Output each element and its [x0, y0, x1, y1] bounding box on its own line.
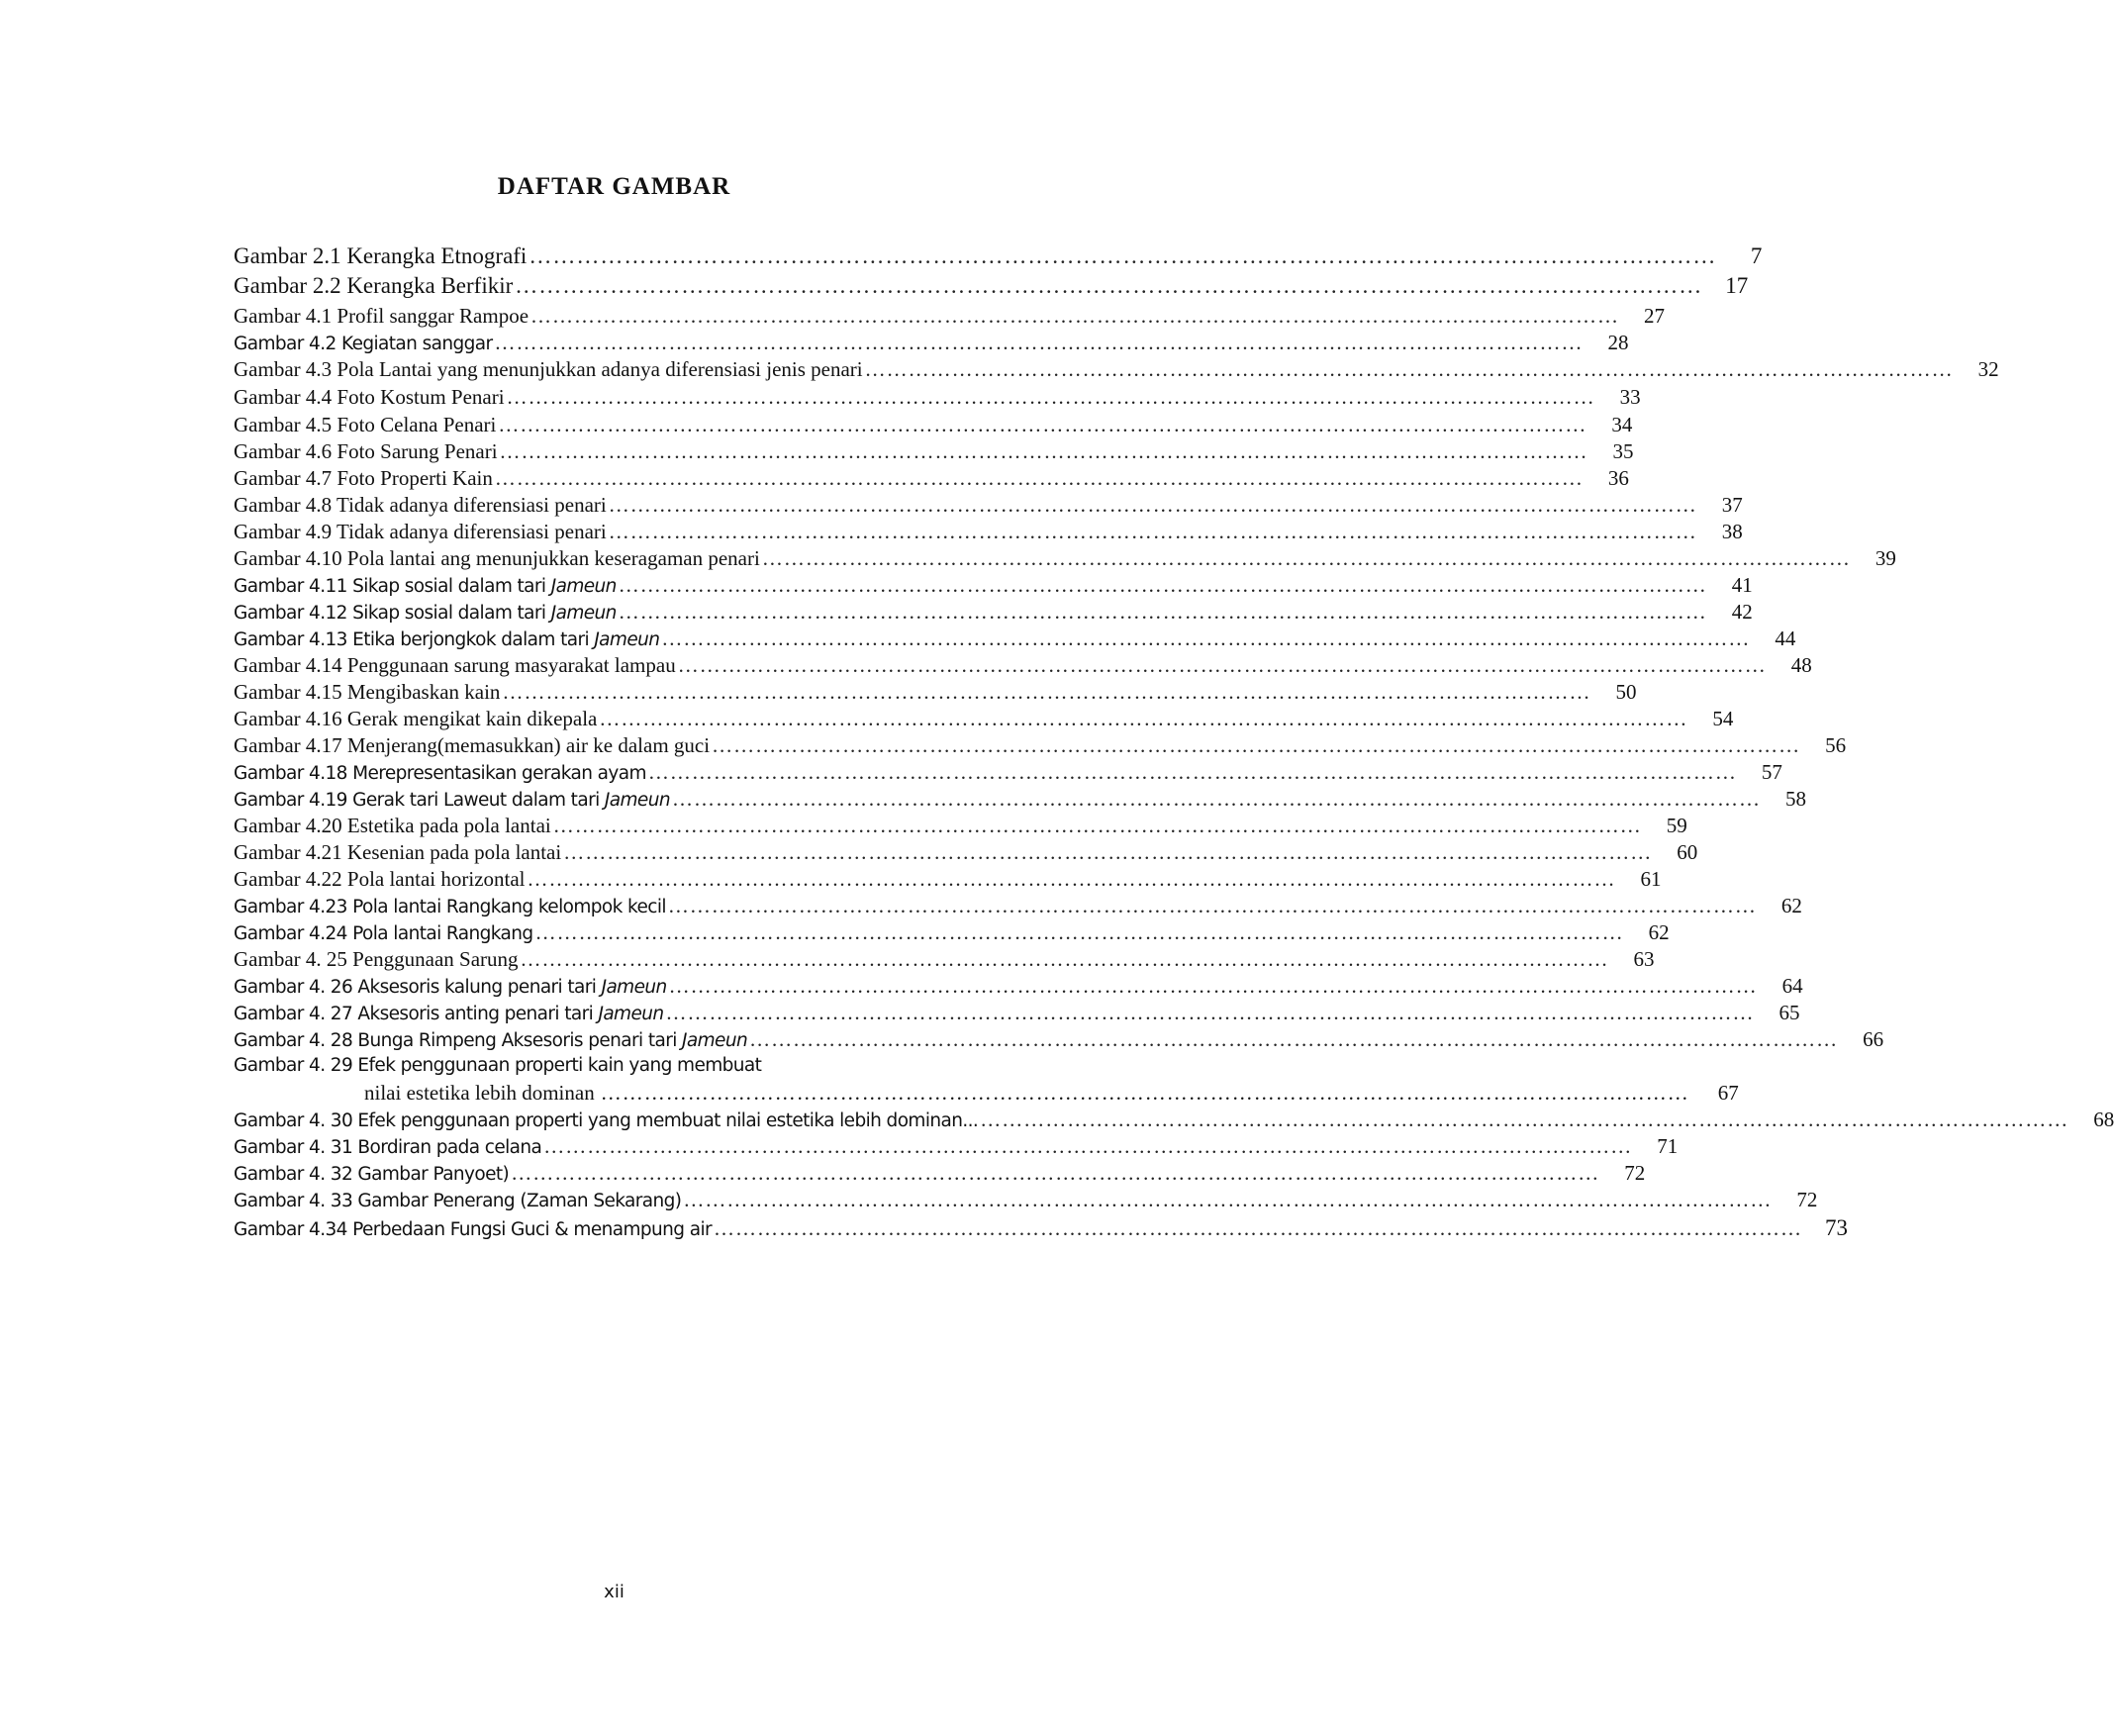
entry-page: 41 [1731, 573, 1753, 597]
list-item [234, 891, 1802, 920]
entry-page: 72 [1796, 1188, 1818, 1211]
entry-label: Gambar 2.1 Kerangka Etnografi [234, 243, 528, 268]
entry-page: 56 [1825, 733, 1847, 757]
leader-dots: …………………………………………………………………………………………………………………………………… [712, 733, 1801, 757]
leader-dots: …………………………………………………………………………………………………………………………………… [498, 413, 1587, 436]
entry-page: 73 [1825, 1215, 1848, 1240]
leader-dots: …………………………………………………………………………………………………………………………………… [980, 1108, 2069, 1131]
entry-page: 27 [1644, 304, 1666, 328]
leader-dots: …………………………………………………………………………………………………………………………………… [506, 385, 1595, 409]
page-title: DAFTAR GAMBAR [497, 173, 731, 200]
list-item [234, 241, 1763, 271]
leader-dots: …………………………………………………………………………………………………………………………………… [677, 653, 1767, 677]
list-item [234, 570, 1753, 600]
entry-label: Gambar 4.2 Kegiatan sanggar [234, 334, 493, 354]
entry-label: Gambar 4.34 Perbedaan Fungsi Guci & menampung air [234, 1219, 712, 1240]
entry-page: 54 [1712, 707, 1734, 730]
list-item [234, 944, 1655, 974]
entry-page: 58 [1784, 787, 1806, 811]
list-item [234, 650, 1812, 680]
list-item [234, 463, 1629, 493]
entry-label: Gambar 4.14 Penggunaan sarung masyarakat lampau [234, 653, 676, 677]
leader-dots: …………………………………………………………………………………………………………………………………… [494, 466, 1584, 490]
list-item [234, 1105, 2114, 1134]
entry-label: Gambar 4.20 Estetika pada pola lantai [234, 814, 551, 837]
list-item [234, 597, 1753, 627]
entry-label: Gambar 4. 31 Bordiran pada celana [234, 1137, 542, 1158]
entry-page: 36 [1607, 466, 1629, 490]
list-item [234, 757, 1782, 787]
page-number: xii [604, 1582, 625, 1602]
list-item [234, 436, 1634, 466]
list-item [234, 382, 1641, 412]
entry-label: Gambar 4.17 Menjerang(memasukkan) air ke dalam guci [234, 733, 711, 757]
leader-dots: …………………………………………………………………………………………………………………………………… [864, 357, 1954, 381]
entry-label: Gambar 4.6 Foto Sarung Penari [234, 439, 498, 463]
entry-label: Gambar 4.18 Merepresentasikan gerakan ayam [234, 763, 646, 784]
list-item [234, 677, 1637, 707]
leader-dots: …………………………………………………………………………………………………………………………………… [683, 1188, 1773, 1211]
entry-label: nilai estetika lebih dominan [364, 1081, 595, 1105]
entry-page: 64 [1781, 974, 1803, 998]
list-item [234, 1051, 1046, 1081]
entry-page: 7 [1750, 243, 1763, 268]
leader-dots: …………………………………………………………………………………………………………………………………… [671, 787, 1761, 811]
entry-page: 50 [1615, 680, 1637, 704]
list-item-continuation [364, 1078, 1739, 1108]
entry-label: Gambar 4.11 Sikap sosial dalam tari Jameun [234, 576, 617, 597]
entry-label: Gambar 4.15 Mengibaskan kain [234, 680, 501, 704]
entry-label: Gambar 4.19 Gerak tari Laweut dalam tari Jameun [234, 790, 670, 811]
list-item [234, 784, 1806, 814]
entry-page: 42 [1731, 600, 1753, 624]
list-item [234, 271, 1749, 301]
entry-page: 38 [1721, 520, 1743, 543]
leader-dots: …………………………………………………………………………………………………………………………………… [600, 1081, 1689, 1105]
entry-label: Gambar 2.2 Kerangka Berfikir [234, 273, 514, 298]
leader-dots: …………………………………………………………………………………………………………………………………… [499, 439, 1588, 463]
entry-page: 62 [1648, 920, 1670, 944]
leader-dots: …………………………………………………………………………………………………………………………………… [668, 974, 1758, 998]
entry-page: 17 [1725, 273, 1749, 298]
entry-page: 37 [1721, 493, 1743, 517]
list-item [234, 730, 1847, 760]
entry-label: Gambar 4. 25 Penggunaan Sarung [234, 947, 519, 971]
entry-label: Gambar 4. 28 Bunga Rimpeng Aksesoris penari tari Jameun [234, 1030, 748, 1051]
entry-page: 63 [1633, 947, 1655, 971]
entry-page: 68 [2093, 1108, 2114, 1131]
list-item [234, 1158, 1646, 1188]
list-item [234, 301, 1666, 331]
leader-dots: …………………………………………………………………………………………………………………………………… [494, 331, 1584, 354]
list-item [234, 971, 1803, 1001]
entry-label: Gambar 4. 30 Efek penggunaan properti yang membuat nilai estetika lebih dominan... [234, 1110, 979, 1131]
leader-dots: …………………………………………………………………………………………………………………………………… [608, 520, 1697, 543]
entry-label: Gambar 4.22 Pola lantai horizontal [234, 867, 526, 891]
list-item [234, 917, 1670, 947]
entry-page: 34 [1611, 413, 1633, 436]
entry-page: 60 [1677, 840, 1698, 864]
leader-dots: …………………………………………………………………………………………………………………………………… [563, 840, 1653, 864]
leader-dots: …………………………………………………………………………………………………………………………………… [618, 600, 1707, 624]
leader-dots: …………………………………………………………………………………………………………………………………… [528, 243, 1717, 268]
leader-dots: …………………………………………………………………………………………………………………………………… [661, 627, 1751, 650]
leader-dots: …………………………………………………………………………………………………………………………………… [530, 304, 1620, 328]
list-item [234, 704, 1734, 733]
entry-label: Gambar 4. 32 Gambar Panyoet) [234, 1164, 510, 1185]
entry-page: 32 [1977, 357, 1999, 381]
entry-label: Gambar 4.3 Pola Lantai yang menunjukkan adanya diferensiasi jenis penari [234, 357, 863, 381]
entry-page: 48 [1790, 653, 1812, 677]
leader-dots: …………………………………………………………………………………………………………………………………… [527, 867, 1616, 891]
list-item [234, 354, 1999, 384]
leader-dots: …………………………………………………………………………………………………………………………………… [543, 1134, 1633, 1158]
entry-page: 66 [1863, 1027, 1884, 1051]
list-item [234, 998, 1800, 1027]
leader-dots: …………………………………………………………………………………………………………………………………… [714, 1216, 1802, 1240]
entry-label: Gambar 4.1 Profil sanggar Rampoe [234, 304, 529, 328]
leader-dots: …………………………………………………………………………………………………………………………………… [534, 920, 1624, 944]
entry-label: Gambar 4.16 Gerak mengikat kain dikepala [234, 707, 598, 730]
list-item [234, 1131, 1679, 1161]
leader-dots: …………………………………………………………………………………………………………………………………… [515, 273, 1703, 298]
entry-page: 72 [1624, 1161, 1646, 1185]
entry-page: 62 [1780, 894, 1802, 917]
list-item [234, 410, 1633, 439]
entry-label: Gambar 4. 33 Gambar Penerang (Zaman Sekarang) [234, 1191, 682, 1211]
leader-dots: …………………………………………………………………………………………………………………………………… [761, 546, 1851, 570]
list-item [234, 624, 1796, 653]
list-item [234, 543, 1896, 573]
list-item [234, 1213, 1848, 1243]
list-item [234, 811, 1687, 840]
entry-label: Gambar 4.9 Tidak adanya diferensiasi penari [234, 520, 607, 543]
entry-page: 61 [1640, 867, 1662, 891]
entry-page: 35 [1612, 439, 1634, 463]
list-item [234, 490, 1743, 520]
entry-label: Gambar 4.21 Kesenian pada pola lantai [234, 840, 562, 864]
entry-label: Gambar 4.12 Sikap sosial dalam tari Jameun [234, 603, 617, 624]
entry-label: Gambar 4. 29 Efek penggunaan properti kain yang membuat [234, 1055, 762, 1076]
entry-page: 67 [1717, 1081, 1739, 1105]
list-item [234, 328, 1629, 357]
list-item [234, 1024, 1884, 1054]
entry-page: 33 [1619, 385, 1641, 409]
entry-label: Gambar 4.7 Foto Properti Kain [234, 466, 493, 490]
entry-label: Gambar 4.23 Pola lantai Rangkang kelompok kecil [234, 897, 666, 917]
entry-label: Gambar 4.4 Foto Kostum Penari [234, 385, 505, 409]
entry-page: 28 [1607, 331, 1629, 354]
entry-label: Gambar 4. 26 Aksesoris kalung penari tari Jameun [234, 977, 667, 998]
entry-label: Gambar 4.10 Pola lantai ang menunjukkan keseragaman penari [234, 546, 760, 570]
entry-page: 39 [1874, 546, 1896, 570]
entry-page: 65 [1778, 1001, 1800, 1024]
leader-dots: …………………………………………………………………………………………………………………………………… [667, 894, 1757, 917]
list-item [234, 837, 1698, 867]
entry-page: 57 [1761, 760, 1782, 784]
leader-dots: …………………………………………………………………………………………………………………………………… [608, 493, 1697, 517]
leader-dots: …………………………………………………………………………………………………………………………………… [599, 707, 1688, 730]
entry-page: 59 [1666, 814, 1687, 837]
leader-dots: …………………………………………………………………………………………………………………………………… [647, 760, 1737, 784]
list-item [234, 1185, 1818, 1214]
entry-label: Gambar 4.5 Foto Celana Penari [234, 413, 497, 436]
list-item [234, 517, 1743, 546]
leader-dots: …………………………………………………………………………………………………………………………………… [552, 814, 1642, 837]
entry-label: Gambar 4.8 Tidak adanya diferensiasi penari [234, 493, 607, 517]
leader-dots: …………………………………………………………………………………………………………………………………… [511, 1161, 1600, 1185]
entry-label: Gambar 4.24 Pola lantai Rangkang [234, 923, 533, 944]
entry-page: 44 [1775, 627, 1796, 650]
leader-dots: …………………………………………………………………………………………………………………………………… [618, 573, 1707, 597]
leader-dots: …………………………………………………………………………………………………………………………………… [520, 947, 1609, 971]
leader-dots: …………………………………………………………………………………………………………………………………… [502, 680, 1591, 704]
leader-dots: …………………………………………………………………………………………………………………………………… [749, 1027, 1839, 1051]
list-item [234, 864, 1662, 894]
leader-dots: …………………………………………………………………………………………………………………………………… [665, 1001, 1755, 1024]
entry-label: Gambar 4. 27 Aksesoris anting penari tari Jameun [234, 1004, 664, 1024]
entry-label: Gambar 4.13 Etika berjongkok dalam tari Jameun [234, 629, 660, 650]
entry-page: 71 [1657, 1134, 1679, 1158]
